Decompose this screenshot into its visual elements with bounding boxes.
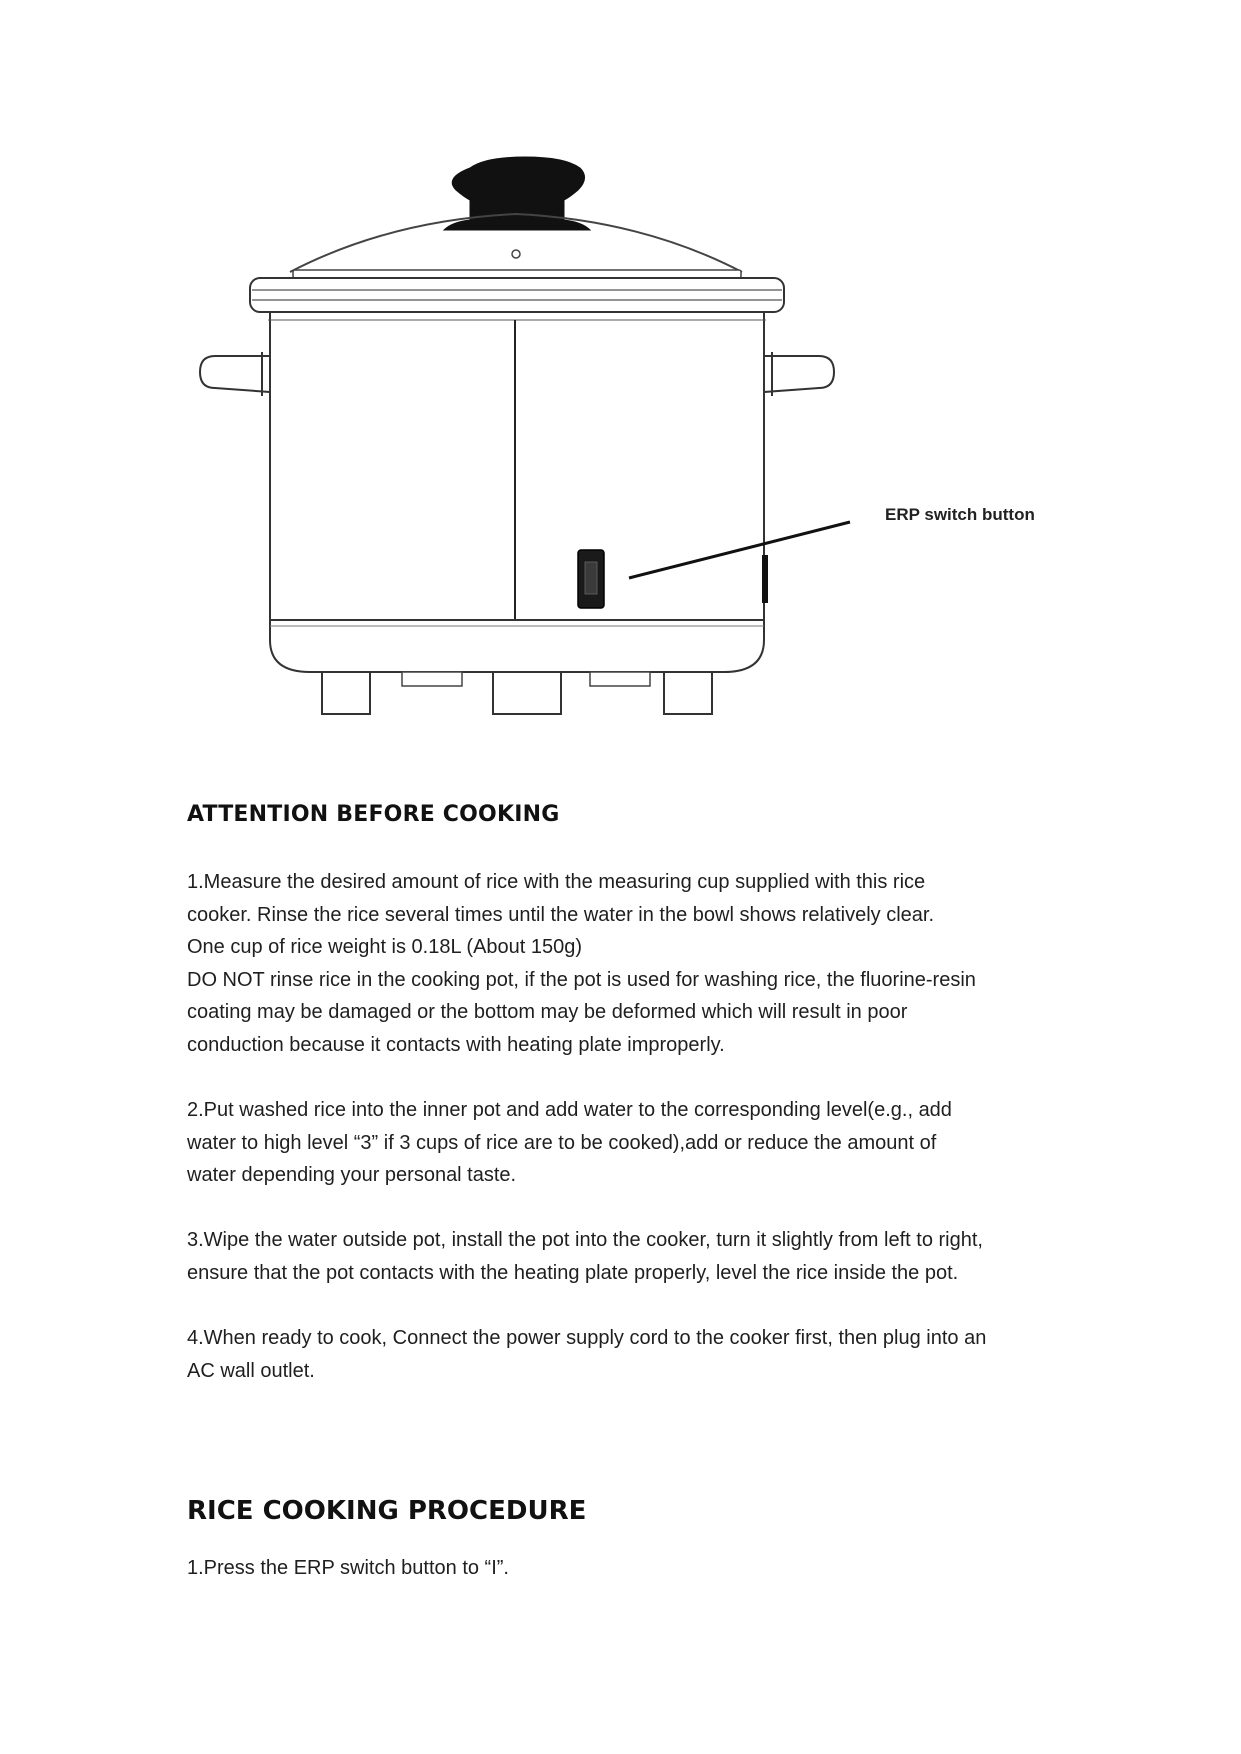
cooker-rim	[250, 278, 784, 312]
text-line: conduction because it contacts with heating plate improperly.	[187, 1033, 725, 1056]
rice-cooker-diagram	[180, 150, 1080, 730]
cooker-body	[270, 312, 764, 672]
text-line: 4.When ready to cook, Connect the power supply cord to the cooker first, then plug into an	[187, 1327, 987, 1349]
side-indicator	[762, 555, 768, 603]
text-line: AC wall outlet.	[187, 1359, 315, 1382]
text-line: water to high level “3” if 3 cups of rice are to be cooked),add or reduce the amount of	[187, 1131, 937, 1154]
attention-item-4	[187, 1322, 1067, 1387]
text-line: ensure that the pot contacts with the heating plate properly, level the rice inside the pot.	[187, 1261, 959, 1284]
attention-item-1	[187, 866, 1067, 1061]
text-line: water depending your personal taste.	[187, 1164, 517, 1186]
steam-vent	[512, 250, 520, 258]
text-line: cooker. Rinse the rice several times until the water in the bowl shows relatively clear.	[187, 903, 935, 926]
left-handle	[200, 356, 270, 392]
attention-item-3	[187, 1224, 1067, 1289]
attention-heading: ATTENTION BEFORE COOKING	[187, 802, 560, 827]
foot-center	[493, 672, 561, 714]
rice-cooker-drawing	[180, 150, 1080, 730]
erp-switch-label: ERP switch button	[885, 505, 1035, 524]
foot-right	[664, 672, 712, 714]
text-line: One cup of rice weight is 0.18L (About 150g)	[187, 936, 583, 958]
text-line: 3.Wipe the water outside pot, install the pot into the cooker, turn it slightly from left to right,	[187, 1229, 983, 1251]
procedure-item-1	[187, 1552, 1067, 1585]
text-line: 1.Press the ERP switch button to “I”.	[187, 1557, 509, 1579]
text-line: coating may be damaged or the bottom may be deformed which will result in poor	[187, 1001, 908, 1023]
text-line: 2.Put washed rice into the inner pot and add water to the corresponding level(e.g., add	[187, 1099, 952, 1121]
text-line: 1.Measure the desired amount of rice with the measuring cup supplied with this rice	[187, 871, 926, 893]
foot-left	[322, 672, 370, 714]
procedure-heading: RICE COOKING PROCEDURE	[187, 1496, 587, 1526]
text-line: DO NOT rinse rice in the cooking pot, if the pot is used for washing rice, the fluorine-resin	[187, 968, 976, 991]
right-handle	[764, 356, 834, 392]
attention-item-2	[187, 1094, 1067, 1192]
